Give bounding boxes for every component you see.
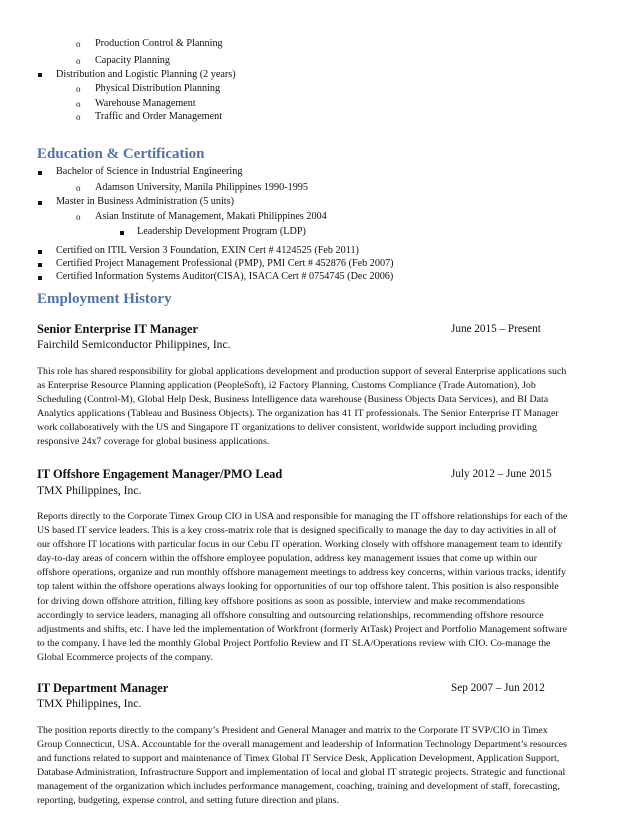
employment-heading: Employment History <box>37 291 172 307</box>
square-bullet-icon <box>38 201 42 205</box>
job-title: Senior Enterprise IT Manager <box>37 322 198 336</box>
list-item: Physical Distribution Planning <box>95 83 221 94</box>
square-bullet-icon <box>120 231 124 235</box>
hollow-bullet-icon: o <box>76 56 81 66</box>
description-line: This role has shared responsibility for global applications development and production support of several Enterprise applications such <box>37 366 567 377</box>
job-title: IT Offshore Engagement Manager/PMO Lead <box>37 467 283 481</box>
job-dates: Sep 2007 – Jun 2012 <box>451 682 545 694</box>
description-line: accordingly to service leaders, managing all offshore consulting and outsourcing relationships, recommending offshore resource <box>37 609 544 621</box>
job-title: IT Department Manager <box>37 681 169 695</box>
description-line: offshore operations, organize and run monthly offshore management meetings to address key concerns, within various tracks, identify <box>37 567 566 579</box>
hollow-bullet-icon: o <box>76 84 81 94</box>
description-line: Database Administration, Infrastructure Support and implementation of local and global IT strategic projects. Strategic and functional <box>37 767 566 779</box>
certification-item: Certified on ITIL Version 3 Foundation, EXIN Cert # 4124525 (Feb 2011) <box>56 245 359 256</box>
job-company: TMX Philippines, Inc. <box>37 697 142 710</box>
description-line: Group Connecticut, USA. Accountable for the overall management and leadership of Information Technology Department’s resources <box>37 739 568 751</box>
hollow-bullet-icon: o <box>76 112 81 122</box>
square-bullet-icon <box>38 73 42 77</box>
hollow-bullet-icon: o <box>76 183 81 193</box>
hollow-bullet-icon: o <box>76 39 81 49</box>
description-line: day-to-day areas of concern within the offshore employee population, address key management issues that come up within our <box>37 553 538 565</box>
description-line: our offshore IT locations with particular focus in our Cebu IT operation. Working closely with offshore management team to identify <box>37 539 563 551</box>
description-line: Scheduling (Control-M), Global Help Desk, Business Intelligence data warehouse (Business Objects Data Services), and BI Data <box>37 394 549 406</box>
hollow-bullet-icon: o <box>76 212 81 222</box>
certification-item: Certified Information Systems Auditor(CISA), ISACA Cert # 0754745 (Dec 2006) <box>56 271 394 282</box>
list-item: Warehouse Management <box>95 98 196 109</box>
education-masters-school: Asian Institute of Management, Makati Philippines 2004 <box>95 211 327 222</box>
description-line: Reports directly to the Corporate Timex Group CIO in USA and responsible for managing the IT offshore relationships for each of the <box>37 511 568 522</box>
education-degree-school: Adamson University, Manila Philippines 1990-1995 <box>95 182 308 193</box>
job-company: TMX Philippines, Inc. <box>37 484 142 497</box>
description-line: responsive 24x7 coverage for global business applications. <box>37 436 270 448</box>
job-description <box>37 365 603 450</box>
job-description <box>37 510 603 665</box>
square-bullet-icon <box>38 263 42 267</box>
education-heading: Education & Certification <box>37 146 205 162</box>
education-masters: Master in Business Administration (5 units) <box>56 196 234 207</box>
description-line: as Enterprise Resource Planning application (PeopleSoft), i2 Factory Planning, Customs Compliance (Trade Automation), Job <box>37 380 536 392</box>
job-dates: July 2012 – June 2015 <box>451 468 552 480</box>
square-bullet-icon <box>38 171 42 175</box>
description-line: adjustments and shifts, etc. I have led the implementation of Workfront (formerly AtTask) Project and Portfolio Management software <box>37 623 568 635</box>
square-bullet-icon <box>38 250 42 254</box>
description-line: top talent within the offshore operations always looking for opportunities of our top offshore talent. This position is also responsible <box>37 581 559 593</box>
job-dates: June 2015 – Present <box>451 323 541 335</box>
education-program: Leadership Development Program (LDP) <box>137 226 306 237</box>
description-line: to the company. I have led the monthly Global Project Portfolio Review and IT SLA/Operations review with CIO. Co-manage the <box>37 637 551 649</box>
description-line: Global Ecommerce projects of the company. <box>37 651 213 663</box>
hollow-bullet-icon: o <box>76 99 81 109</box>
list-item: Capacity Planning <box>95 55 170 66</box>
square-bullet-icon <box>38 276 42 280</box>
description-line: work collaboratively with the US and Singapore IT organizations to deliver consistent, worldwide support including providing <box>37 422 537 434</box>
education-degree: Bachelor of Science in Industrial Engineering <box>56 166 243 177</box>
description-line: and functions related to support and maintenance of Timex Global IT Service Desk, Application Development, Application Support, <box>37 753 560 765</box>
list-item: Distribution and Logistic Planning (2 years) <box>56 69 236 80</box>
certification-item: Certified Project Management Professional (PMP), PMI Cert # 452876 (Feb 2007) <box>56 258 394 269</box>
description-line: reporting, budgeting, expense control, and setting future direction and plans. <box>37 795 339 807</box>
job-company: Fairchild Semiconductor Philippines, Inc. <box>37 338 231 351</box>
description-line: US based IT service leaders. This is a key cross-matrix role that is designed specifically to manage the day to day activities in all of <box>37 525 557 537</box>
description-line: The position reports directly to the company’s President and General Manager and matrix to the Corporate IT SVP/CIO in Timex <box>37 725 548 736</box>
description-line: Analytics applications (Tableau and Business Objects). The organization has 41 IT professionals. The Senior Enterprise IT Manager <box>37 408 559 420</box>
description-line: management of the organization which includes performance management, coaching, training and development of staff, forecasting, <box>37 781 560 793</box>
description-line: for driving down offshore attrition, filling key offshore positions as soon as possible, interview and make recommendations <box>37 595 525 607</box>
list-item: Production Control & Planning <box>95 38 223 49</box>
job-description <box>37 724 603 809</box>
list-item: Traffic and Order Management <box>95 111 223 122</box>
